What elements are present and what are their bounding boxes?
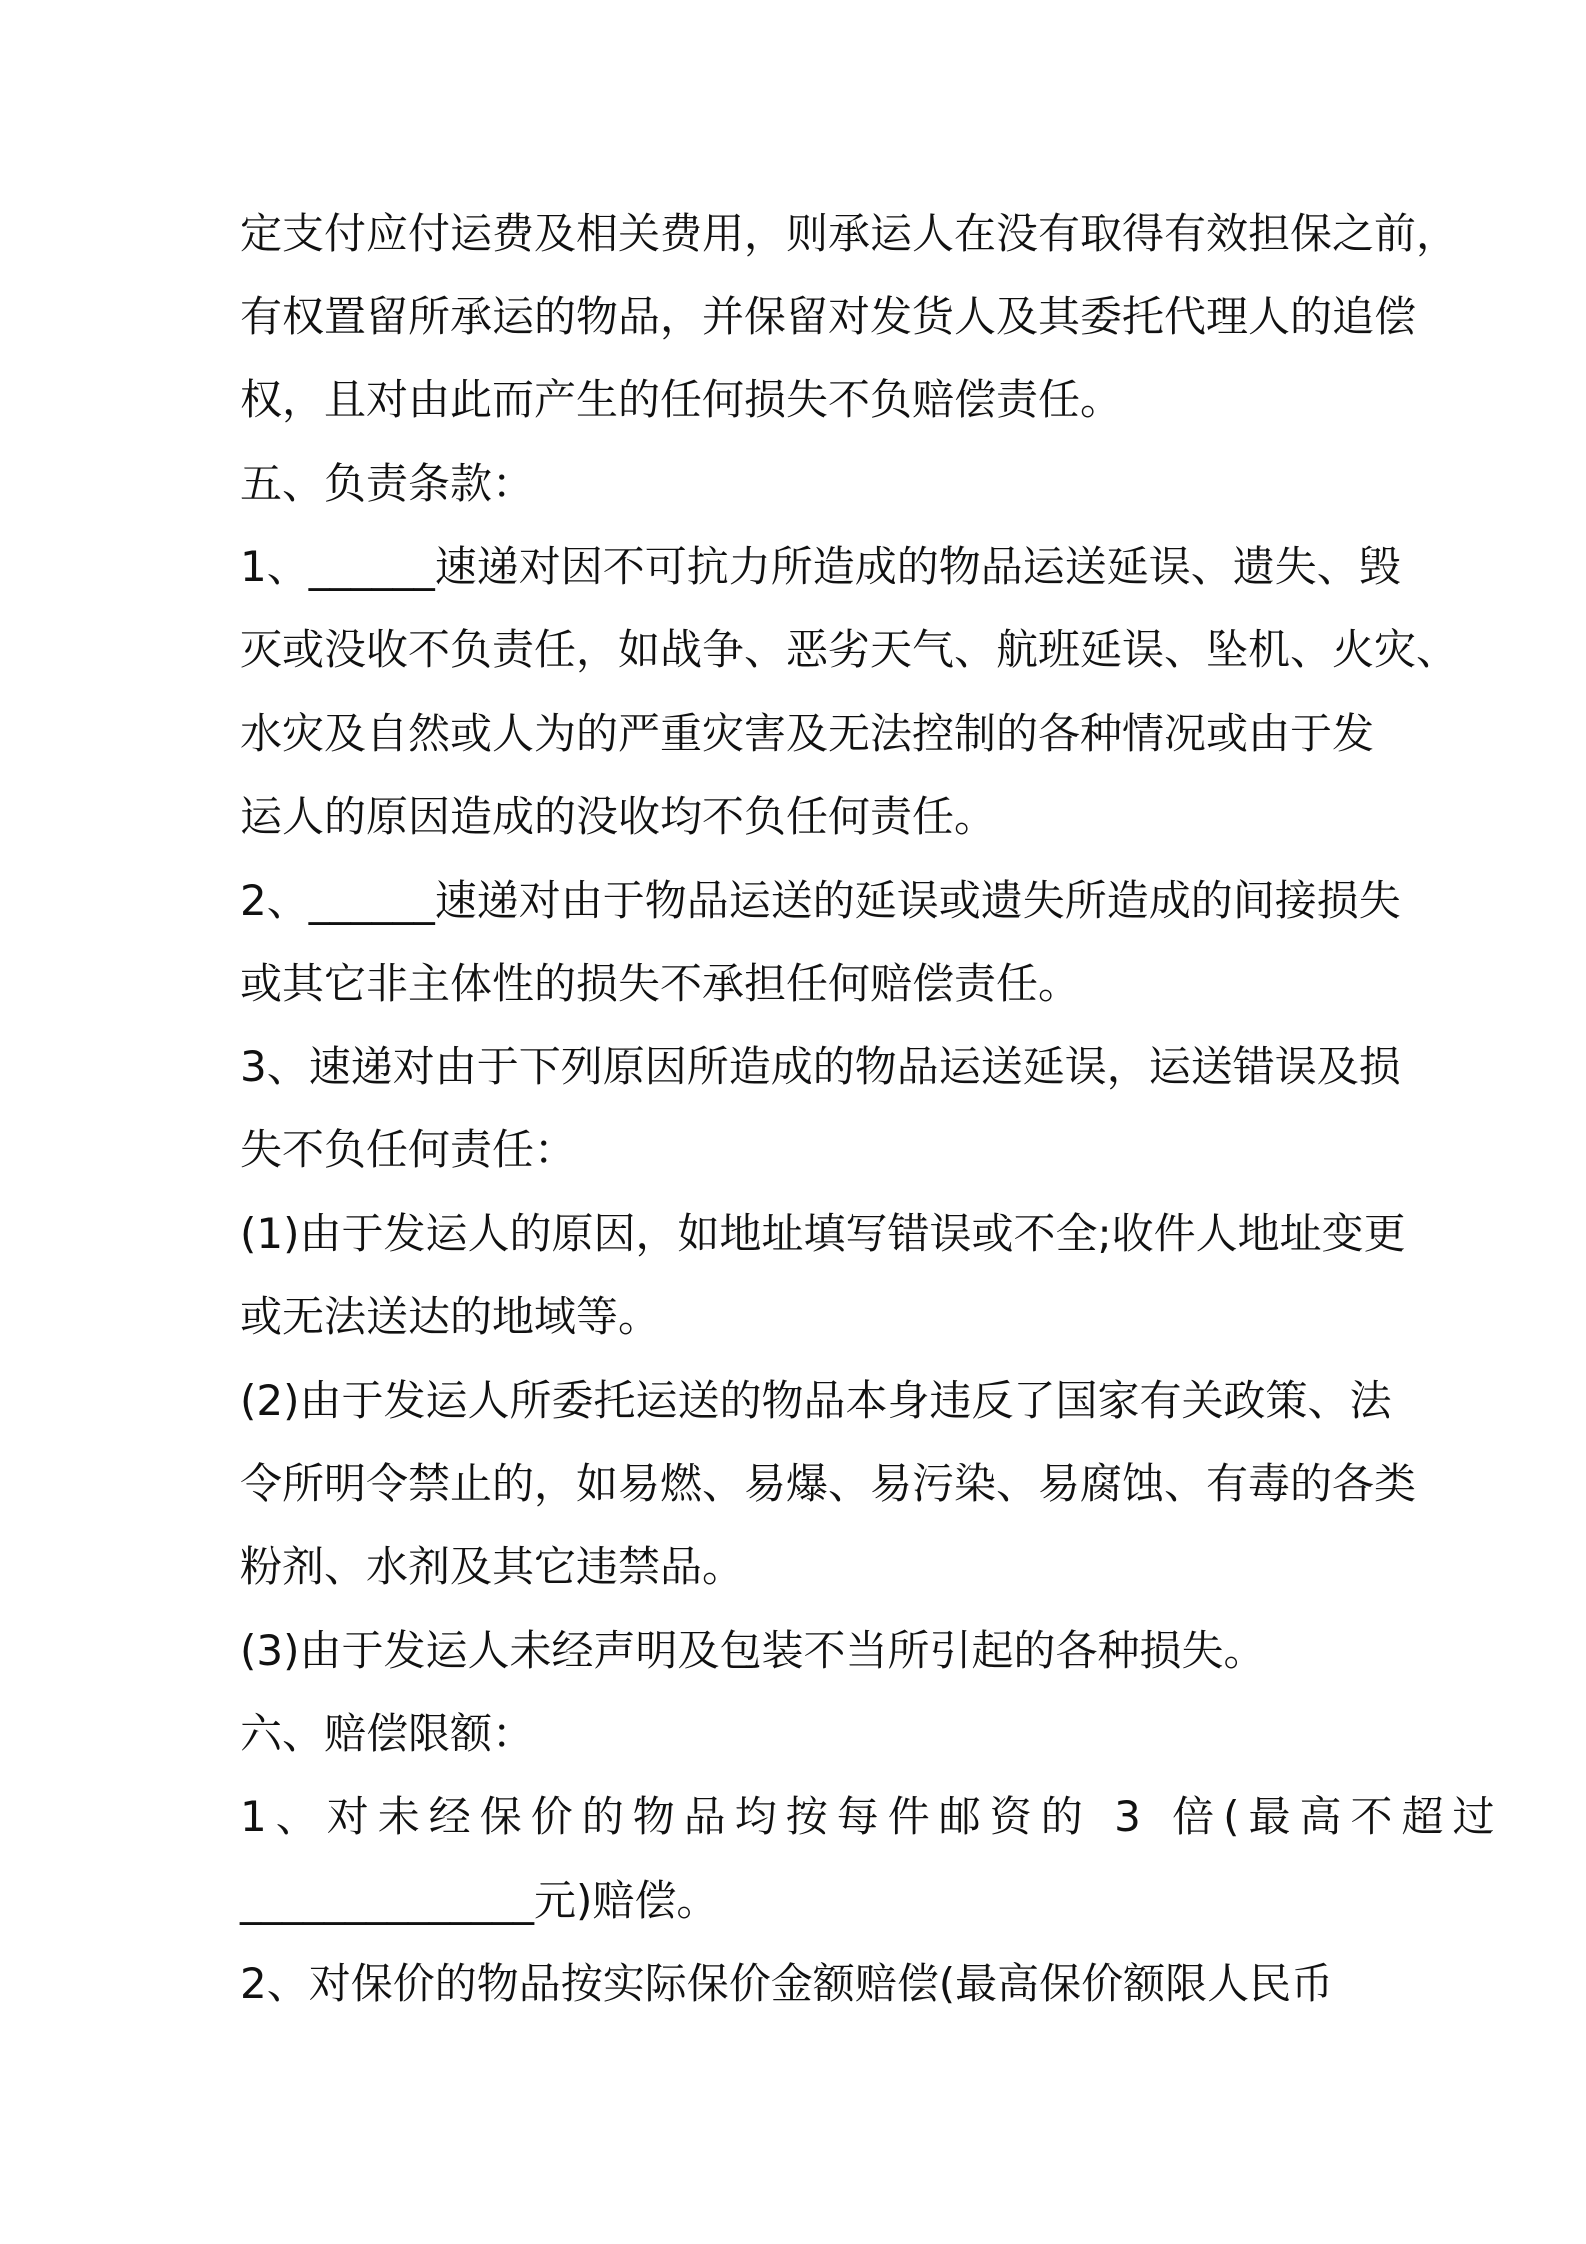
text-line: 定支付应付运费及相关费用，则承运人在没有取得有效担保之前， — [240, 209, 1459, 258]
text-line: 水灾及自然或人为的严重灾害及无法控制的各种情况或由于发 — [240, 709, 1375, 758]
section-heading: 五、负责条款： — [240, 459, 535, 508]
text-line: 粉剂、水剂及其它违禁品。 — [240, 1542, 745, 1591]
text-line: 1、______速递对因不可抗力所造成的物品运送延误、遗失、毁 — [240, 542, 1401, 591]
text-line: 运人的原因造成的没收均不负任何责任。 — [240, 792, 997, 841]
text-line: 权，且对由此而产生的任何损失不负赔偿责任。 — [240, 375, 1123, 424]
text-line: 3、速递对由于下列原因所造成的物品运送延误，运送错误及损 — [240, 1042, 1401, 1091]
text-line: 有权置留所承运的物品，并保留对发货人及其委托代理人的追偿 — [240, 292, 1417, 341]
text-line: 或其它非主体性的损失不承担任何赔偿责任。 — [240, 959, 1081, 1008]
text-line: (3)由于发运人未经声明及包装不当所引起的各种损失。 — [240, 1626, 1266, 1675]
text-line: 1、对未经保价的物品均按每件邮资的 3 倍(最高不超过 — [240, 1792, 1504, 1841]
text-line: 2、______速递对由于物品运送的延误或遗失所造成的间接损失 — [240, 876, 1401, 925]
text-line: 或无法送达的地域等。 — [240, 1292, 661, 1341]
text-line: ______________元)赔偿。 — [240, 1876, 719, 1925]
text-line: 令所明令禁止的，如易燃、易爆、易污染、易腐蚀、有毒的各类 — [240, 1459, 1417, 1508]
text-line: 失不负任何责任： — [240, 1125, 577, 1174]
text-line: (1)由于发运人的原因，如地址填写错误或不全;收件人地址变更 — [240, 1209, 1406, 1258]
section-heading: 六、赔偿限额： — [240, 1709, 535, 1758]
text-line: 2、对保价的物品按实际保价金额赔偿(最高保价额限人民币 — [240, 1959, 1334, 2008]
text-line: (2)由于发运人所委托运送的物品本身违反了国家有关政策、法 — [240, 1376, 1392, 1425]
text-line: 灭或没收不负责任，如战争、恶劣天气、航班延误、坠机、火灾、 — [240, 625, 1459, 674]
